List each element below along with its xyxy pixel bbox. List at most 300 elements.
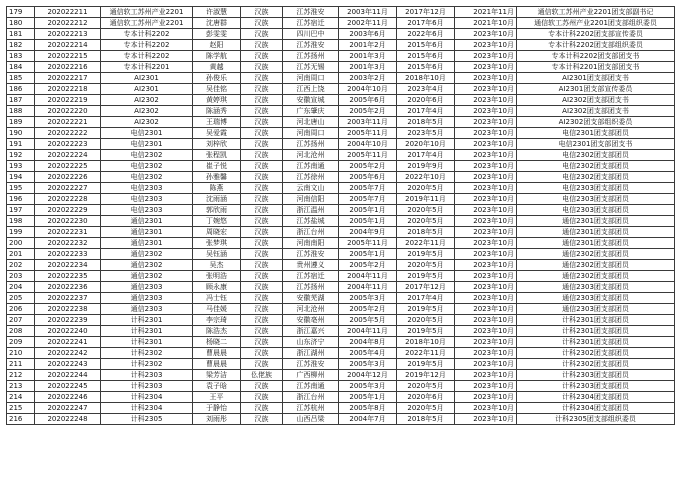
cell-student-id: 202022224	[35, 150, 101, 161]
cell-league-join-date: 2020年5月	[397, 205, 455, 216]
cell-member-name: 顾永康	[193, 282, 241, 293]
cell-birth-date: 2005年6月	[339, 172, 397, 183]
cell-member-name: 崔子悦	[193, 161, 241, 172]
cell-development-date: 2023年10月	[455, 62, 517, 73]
cell-position: 计科2301团支部团员	[517, 326, 675, 337]
cell-row-number: 197	[7, 205, 35, 216]
cell-position: AI2302团支部团支书	[517, 95, 675, 106]
cell-birth-date: 2005年3月	[339, 293, 397, 304]
cell-league-join-date: 2019年9月	[397, 161, 455, 172]
cell-row-number: 215	[7, 403, 35, 414]
cell-development-date: 2023年10月	[455, 216, 517, 227]
cell-league-join-date: 2020年5月	[397, 315, 455, 326]
cell-row-number: 179	[7, 7, 35, 18]
cell-development-date: 2021年10月	[455, 18, 517, 29]
cell-league-join-date: 2019年5月	[397, 271, 455, 282]
cell-league-join-date: 2015年6月	[397, 62, 455, 73]
cell-ethnicity: 汉族	[241, 260, 283, 271]
cell-birth-date: 2005年6月	[339, 95, 397, 106]
cell-position: AI2301团支部宣传委员	[517, 84, 675, 95]
cell-member-name: 陈浩杰	[193, 326, 241, 337]
cell-member-name: 许淑慧	[193, 7, 241, 18]
table-row	[7, 205, 675, 216]
cell-ethnicity: 汉族	[241, 282, 283, 293]
cell-development-date: 2023年10月	[455, 29, 517, 40]
cell-ethnicity: 汉族	[241, 271, 283, 282]
cell-member-name: 冯士钰	[193, 293, 241, 304]
cell-class-name: 通信2303	[101, 293, 193, 304]
cell-birth-date: 2005年11月	[339, 128, 397, 139]
cell-class-name: 计科2304	[101, 392, 193, 403]
cell-ethnicity: 汉族	[241, 95, 283, 106]
cell-birth-date: 2003年2月	[339, 73, 397, 84]
cell-birth-date: 2003年6月	[339, 29, 397, 40]
cell-ethnicity: 汉族	[241, 414, 283, 425]
table-row	[7, 62, 675, 73]
cell-class-name: 电信2302	[101, 161, 193, 172]
cell-native-place: 贵州遵义	[283, 260, 339, 271]
cell-row-number: 185	[7, 73, 35, 84]
cell-league-join-date: 2017年4月	[397, 106, 455, 117]
table-row	[7, 381, 675, 392]
cell-ethnicity: 汉族	[241, 128, 283, 139]
cell-member-name: 吴佳铭	[193, 84, 241, 95]
cell-league-join-date: 2015年6月	[397, 51, 455, 62]
cell-student-id: 202022214	[35, 40, 101, 51]
cell-class-name: 电信2301	[101, 139, 193, 150]
cell-position: 通信2302团支部团员	[517, 249, 675, 260]
cell-position: 通信2303团支部团员	[517, 293, 675, 304]
cell-league-join-date: 2020年5月	[397, 381, 455, 392]
cell-birth-date: 2004年9月	[339, 227, 397, 238]
table-row	[7, 337, 675, 348]
cell-position: 专本计科2201团支部团支书	[517, 62, 675, 73]
cell-birth-date: 2004年11月	[339, 282, 397, 293]
cell-league-join-date: 2020年6月	[397, 95, 455, 106]
cell-member-name: 陈学航	[193, 51, 241, 62]
cell-ethnicity: 汉族	[241, 205, 283, 216]
cell-native-place: 河北沧州	[283, 150, 339, 161]
cell-birth-date: 2005年1月	[339, 216, 397, 227]
cell-development-date: 2023年10月	[455, 348, 517, 359]
table-row	[7, 128, 675, 139]
cell-league-join-date: 2018年5月	[397, 227, 455, 238]
cell-student-id: 202022241	[35, 337, 101, 348]
cell-league-join-date: 2019年5月	[397, 326, 455, 337]
cell-position: 电信2303团支部团员	[517, 183, 675, 194]
cell-native-place: 江苏盐城	[283, 216, 339, 227]
cell-position: 电信2302团支部团员	[517, 172, 675, 183]
cell-league-join-date: 2020年10月	[397, 139, 455, 150]
cell-class-name: 计科2301	[101, 315, 193, 326]
cell-position: 电信2301团支部团员	[517, 128, 675, 139]
cell-development-date: 2023年10月	[455, 370, 517, 381]
cell-league-join-date: 2022年6月	[397, 29, 455, 40]
table-row	[7, 238, 675, 249]
cell-class-name: 通信2302	[101, 271, 193, 282]
cell-native-place: 江西上饶	[283, 84, 339, 95]
cell-class-name: 计科2301	[101, 326, 193, 337]
table-row	[7, 29, 675, 40]
cell-league-join-date: 2020年5月	[397, 183, 455, 194]
cell-student-id: 202022239	[35, 315, 101, 326]
cell-native-place: 浙江台州	[283, 227, 339, 238]
cell-birth-date: 2003年11月	[339, 117, 397, 128]
cell-ethnicity: 汉族	[241, 216, 283, 227]
cell-birth-date: 2002年11月	[339, 18, 397, 29]
cell-row-number: 192	[7, 150, 35, 161]
cell-league-join-date: 2020年6月	[397, 392, 455, 403]
cell-birth-date: 2001年3月	[339, 51, 397, 62]
cell-member-name: 于静怡	[193, 403, 241, 414]
cell-position: 电信2303团支部团员	[517, 194, 675, 205]
cell-native-place: 四川巴中	[283, 29, 339, 40]
cell-member-name: 黄婷琪	[193, 95, 241, 106]
cell-student-id: 202022226	[35, 172, 101, 183]
cell-student-id: 202022232	[35, 238, 101, 249]
cell-student-id: 202022243	[35, 359, 101, 370]
cell-native-place: 江苏淮安	[283, 40, 339, 51]
cell-development-date: 2023年10月	[455, 150, 517, 161]
cell-birth-date: 2005年2月	[339, 106, 397, 117]
cell-birth-date: 2001年2月	[339, 40, 397, 51]
cell-native-place: 江苏南通	[283, 161, 339, 172]
cell-native-place: 安徽亳州	[283, 315, 339, 326]
cell-class-name: 计科2301	[101, 337, 193, 348]
cell-member-name: 王瑞博	[193, 117, 241, 128]
cell-position: 通信2301团支部团员	[517, 227, 675, 238]
cell-member-name: 孙雅馨	[193, 172, 241, 183]
cell-native-place: 云南文山	[283, 183, 339, 194]
cell-student-id: 202022228	[35, 194, 101, 205]
cell-birth-date: 2005年1月	[339, 249, 397, 260]
cell-student-id: 202022220	[35, 106, 101, 117]
cell-league-join-date: 2023年4月	[397, 84, 455, 95]
cell-student-id: 202022245	[35, 381, 101, 392]
cell-row-number: 204	[7, 282, 35, 293]
cell-ethnicity: 汉族	[241, 62, 283, 73]
cell-student-id: 202022227	[35, 183, 101, 194]
cell-class-name: 专本计科2202	[101, 29, 193, 40]
cell-student-id: 202022216	[35, 62, 101, 73]
table-row	[7, 359, 675, 370]
cell-row-number: 206	[7, 304, 35, 315]
cell-class-name: 专本计科2202	[101, 40, 193, 51]
cell-student-id: 202022221	[35, 117, 101, 128]
cell-class-name: 电信2301	[101, 128, 193, 139]
cell-student-id: 202022212	[35, 18, 101, 29]
cell-development-date: 2023年10月	[455, 40, 517, 51]
cell-student-id: 202022238	[35, 304, 101, 315]
cell-row-number: 203	[7, 271, 35, 282]
cell-league-join-date: 2020年5月	[397, 403, 455, 414]
cell-row-number: 212	[7, 370, 35, 381]
table-row	[7, 150, 675, 161]
cell-ethnicity: 汉族	[241, 194, 283, 205]
cell-birth-date: 2005年11月	[339, 150, 397, 161]
cell-league-join-date: 2017年4月	[397, 293, 455, 304]
cell-league-join-date: 2022年11月	[397, 238, 455, 249]
cell-class-name: 通信2303	[101, 304, 193, 315]
cell-ethnicity: 仫佬族	[241, 370, 283, 381]
cell-development-date: 2023年10月	[455, 205, 517, 216]
cell-native-place: 浙江温州	[283, 205, 339, 216]
cell-member-name: 吴爱霞	[193, 128, 241, 139]
cell-class-name: 通信2303	[101, 282, 193, 293]
cell-league-join-date: 2015年6月	[397, 40, 455, 51]
cell-member-name: 刘雨彤	[193, 414, 241, 425]
cell-student-id: 202022215	[35, 51, 101, 62]
cell-position: 专本计科2202团支部团支书	[517, 51, 675, 62]
cell-ethnicity: 汉族	[241, 7, 283, 18]
cell-league-join-date: 2022年11月	[397, 348, 455, 359]
cell-development-date: 2023年10月	[455, 73, 517, 84]
cell-member-name: 杨晓二	[193, 337, 241, 348]
cell-ethnicity: 汉族	[241, 84, 283, 95]
cell-native-place: 广西柳州	[283, 370, 339, 381]
cell-member-name: 张明浩	[193, 271, 241, 282]
table-row	[7, 183, 675, 194]
cell-student-id: 202022236	[35, 282, 101, 293]
cell-position: 电信2302团支部团员	[517, 161, 675, 172]
cell-ethnicity: 汉族	[241, 73, 283, 84]
cell-ethnicity: 汉族	[241, 161, 283, 172]
cell-student-id: 202022242	[35, 348, 101, 359]
cell-native-place: 山东济宁	[283, 337, 339, 348]
cell-native-place: 江苏扬州	[283, 282, 339, 293]
cell-class-name: 计科2304	[101, 403, 193, 414]
cell-development-date: 2023年10月	[455, 161, 517, 172]
cell-native-place: 江苏淮安	[283, 249, 339, 260]
cell-league-join-date: 2019年5月	[397, 249, 455, 260]
cell-position: 计科2301团支部团员	[517, 315, 675, 326]
cell-league-join-date: 2018年5月	[397, 117, 455, 128]
cell-native-place: 河北沧州	[283, 304, 339, 315]
cell-development-date: 2023年10月	[455, 381, 517, 392]
cell-row-number: 186	[7, 84, 35, 95]
cell-member-name: 吴钰涵	[193, 249, 241, 260]
cell-row-number: 210	[7, 348, 35, 359]
cell-class-name: 通信软工苏州产业2201	[101, 18, 193, 29]
cell-native-place: 江苏杭州	[283, 403, 339, 414]
cell-birth-date: 2005年3月	[339, 381, 397, 392]
cell-class-name: 计科2302	[101, 359, 193, 370]
cell-student-id: 202022230	[35, 216, 101, 227]
table-row	[7, 282, 675, 293]
cell-position: 计科2303团支部团员	[517, 370, 675, 381]
cell-position: 计科2304团支部团员	[517, 403, 675, 414]
table-row	[7, 249, 675, 260]
cell-native-place: 江苏淮安	[283, 7, 339, 18]
cell-row-number: 198	[7, 216, 35, 227]
cell-ethnicity: 汉族	[241, 150, 283, 161]
cell-birth-date: 2005年1月	[339, 205, 397, 216]
table-row	[7, 414, 675, 425]
cell-student-id: 202022233	[35, 249, 101, 260]
cell-birth-date: 2004年11月	[339, 271, 397, 282]
cell-member-name: 丁婉悠	[193, 216, 241, 227]
cell-development-date: 2023年10月	[455, 304, 517, 315]
cell-position: 电信2301团支部团支书	[517, 139, 675, 150]
cell-development-date: 2023年10月	[455, 414, 517, 425]
cell-birth-date: 2005年2月	[339, 304, 397, 315]
cell-ethnicity: 汉族	[241, 40, 283, 51]
cell-member-name: 黄越	[193, 62, 241, 73]
cell-position: AI2301团支部团支书	[517, 73, 675, 84]
cell-league-join-date: 2019年5月	[397, 359, 455, 370]
cell-position: 计科2302团支部团员	[517, 359, 675, 370]
table-row	[7, 348, 675, 359]
cell-student-id: 202022217	[35, 73, 101, 84]
cell-row-number: 214	[7, 392, 35, 403]
table-row	[7, 194, 675, 205]
cell-native-place: 河北唐山	[283, 117, 339, 128]
cell-row-number: 193	[7, 161, 35, 172]
cell-native-place: 浙江台州	[283, 392, 339, 403]
cell-student-id: 202022211	[35, 7, 101, 18]
cell-student-id: 202022247	[35, 403, 101, 414]
cell-row-number: 209	[7, 337, 35, 348]
cell-development-date: 2023年10月	[455, 183, 517, 194]
cell-native-place: 河南信阳	[283, 194, 339, 205]
cell-birth-date: 2004年7月	[339, 414, 397, 425]
cell-development-date: 2023年10月	[455, 315, 517, 326]
cell-native-place: 河南周口	[283, 73, 339, 84]
cell-development-date: 2023年10月	[455, 95, 517, 106]
cell-member-name: 刘梓欣	[193, 139, 241, 150]
cell-native-place: 安徽芜湖	[283, 293, 339, 304]
cell-class-name: AI2302	[101, 106, 193, 117]
cell-league-join-date: 2022年10月	[397, 172, 455, 183]
cell-native-place: 江苏南通	[283, 381, 339, 392]
cell-row-number: 211	[7, 359, 35, 370]
cell-ethnicity: 汉族	[241, 18, 283, 29]
cell-ethnicity: 汉族	[241, 359, 283, 370]
cell-class-name: 专本计科2202	[101, 51, 193, 62]
cell-birth-date: 2004年11月	[339, 326, 397, 337]
cell-row-number: 205	[7, 293, 35, 304]
cell-development-date: 2023年10月	[455, 249, 517, 260]
table-row	[7, 139, 675, 150]
cell-ethnicity: 汉族	[241, 381, 283, 392]
cell-class-name: AI2302	[101, 117, 193, 128]
cell-ethnicity: 汉族	[241, 106, 283, 117]
table-row	[7, 403, 675, 414]
cell-position: 通信软工苏州产业2201团支部副书记	[517, 7, 675, 18]
cell-position: 通信2301团支部团员	[517, 216, 675, 227]
cell-ethnicity: 汉族	[241, 315, 283, 326]
table-row	[7, 161, 675, 172]
cell-row-number: 199	[7, 227, 35, 238]
cell-class-name: 通信2302	[101, 260, 193, 271]
cell-row-number: 213	[7, 381, 35, 392]
cell-student-id: 202022229	[35, 205, 101, 216]
cell-ethnicity: 汉族	[241, 348, 283, 359]
cell-class-name: 计科2305	[101, 414, 193, 425]
cell-position: 计科2305团支部组织委员	[517, 414, 675, 425]
cell-ethnicity: 汉族	[241, 403, 283, 414]
cell-class-name: 通信2301	[101, 238, 193, 249]
cell-ethnicity: 汉族	[241, 293, 283, 304]
cell-league-join-date: 2020年5月	[397, 260, 455, 271]
cell-member-name: 李宗琦	[193, 315, 241, 326]
cell-native-place: 山西吕梁	[283, 414, 339, 425]
cell-row-number: 216	[7, 414, 35, 425]
cell-position: 通信2303团支部团员	[517, 282, 675, 293]
cell-class-name: 电信2302	[101, 150, 193, 161]
cell-ethnicity: 汉族	[241, 238, 283, 249]
cell-position: AI2302团支部团支书	[517, 106, 675, 117]
cell-development-date: 2023年10月	[455, 106, 517, 117]
cell-league-join-date: 2023年5月	[397, 128, 455, 139]
table-row	[7, 216, 675, 227]
cell-member-name: 曹晨晨	[193, 348, 241, 359]
cell-birth-date: 2005年8月	[339, 403, 397, 414]
table-body	[7, 7, 675, 425]
cell-student-id: 202022231	[35, 227, 101, 238]
cell-position: 专本计科2202团支部宣传委员	[517, 29, 675, 40]
cell-development-date: 2023年10月	[455, 271, 517, 282]
cell-position: 计科2301团支部团员	[517, 337, 675, 348]
cell-league-join-date: 2018年10月	[397, 337, 455, 348]
cell-row-number: 188	[7, 106, 35, 117]
cell-birth-date: 2004年10月	[339, 139, 397, 150]
table-row	[7, 260, 675, 271]
cell-row-number: 190	[7, 128, 35, 139]
cell-league-join-date: 2018年10月	[397, 73, 455, 84]
cell-birth-date: 2005年7月	[339, 183, 397, 194]
cell-ethnicity: 汉族	[241, 117, 283, 128]
cell-development-date: 2023年10月	[455, 403, 517, 414]
cell-row-number: 195	[7, 183, 35, 194]
cell-development-date: 2023年10月	[455, 337, 517, 348]
cell-class-name: 计科2302	[101, 348, 193, 359]
cell-class-name: AI2301	[101, 84, 193, 95]
cell-position: 通信2302团支部团员	[517, 271, 675, 282]
cell-position: 电信2302团支部团员	[517, 150, 675, 161]
cell-development-date: 2023年10月	[455, 139, 517, 150]
cell-development-date: 2023年10月	[455, 51, 517, 62]
table-row	[7, 227, 675, 238]
table-row	[7, 293, 675, 304]
cell-member-name: 赵阳	[193, 40, 241, 51]
cell-league-join-date: 2017年12月	[397, 282, 455, 293]
cell-native-place: 江苏宿迁	[283, 271, 339, 282]
cell-development-date: 2023年10月	[455, 238, 517, 249]
cell-row-number: 200	[7, 238, 35, 249]
cell-student-id: 202022246	[35, 392, 101, 403]
cell-position: 计科2303团支部团员	[517, 381, 675, 392]
table-row	[7, 304, 675, 315]
table-row	[7, 95, 675, 106]
cell-birth-date: 2005年2月	[339, 260, 397, 271]
cell-member-name: 曹晨晨	[193, 359, 241, 370]
cell-native-place: 浙江湖州	[283, 348, 339, 359]
cell-row-number: 202	[7, 260, 35, 271]
cell-native-place: 河南南阳	[283, 238, 339, 249]
table-row	[7, 326, 675, 337]
cell-league-join-date: 2019年12月	[397, 370, 455, 381]
cell-student-id: 202022235	[35, 271, 101, 282]
cell-birth-date: 2005年4月	[339, 348, 397, 359]
cell-student-id: 202022240	[35, 326, 101, 337]
cell-birth-date: 2005年11月	[339, 238, 397, 249]
cell-position: 通信2301团支部团员	[517, 238, 675, 249]
cell-native-place: 江苏徐州	[283, 172, 339, 183]
table-row	[7, 7, 675, 18]
cell-class-name: 专本计科2201	[101, 62, 193, 73]
cell-native-place: 江苏扬州	[283, 51, 339, 62]
